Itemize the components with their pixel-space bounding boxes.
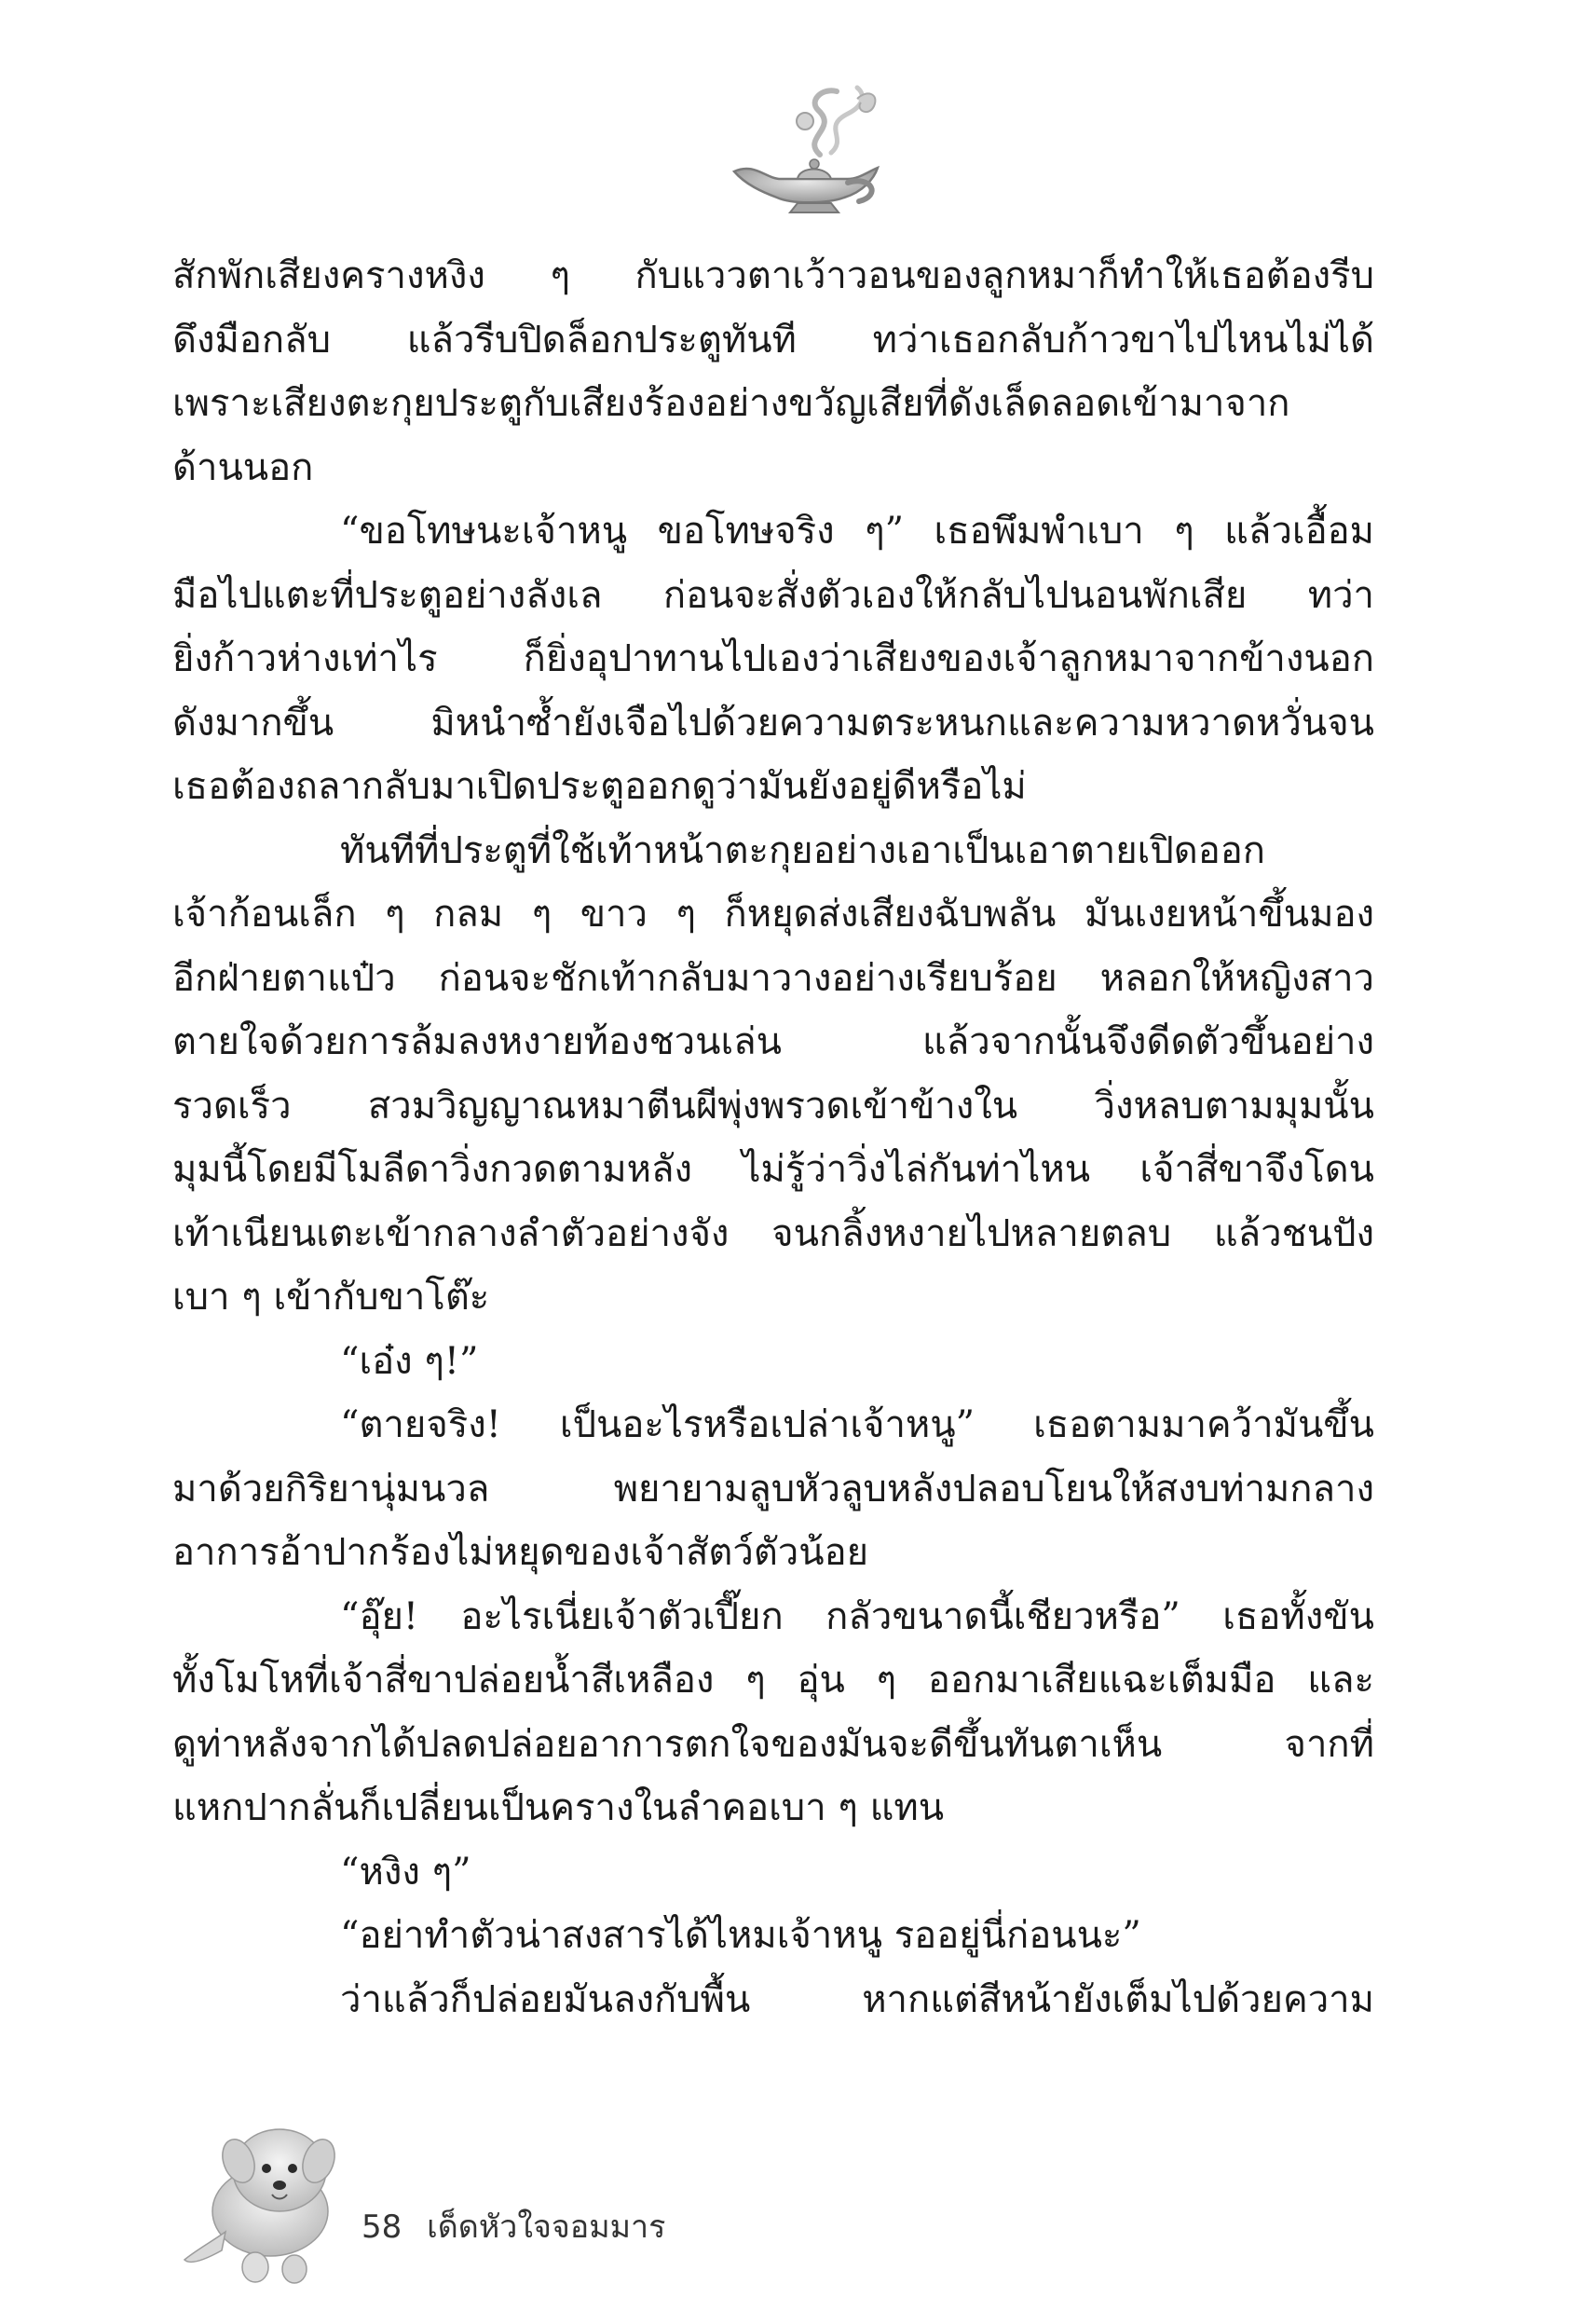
- text-line: ว่าแล้วก็ปล่อยมันลงกับพื้น หากแต่สีหน้ายังเต็มไปด้วยความ: [340, 1977, 1374, 2021]
- book-title: เด็ดหัวใจจอมมาร: [427, 2208, 666, 2246]
- text-line: ทันทีที่ประตูที่ใช้เท้าหน้าตะกุยอย่างเอาเป็นเอาตายเปิดออก: [340, 828, 1265, 872]
- text-line: “ตายจริง! เป็นอะไรหรือเปล่าเจ้าหนู” เธอตามมาคว้ามันขึ้น: [340, 1403, 1374, 1446]
- text-line: อีกฝ่ายตาแป๋ว ก่อนจะชักเท้ากลับมาวางอย่างเรียบร้อย หลอกให้หญิงสาว: [172, 956, 1374, 1000]
- text-line: ด้านนอก: [172, 445, 314, 489]
- page-number: 58: [361, 2208, 402, 2246]
- text-line: มาด้วยกิริยานุ่มนวล พยายามลูบหัวลูบหลังปลอบโยนให้สงบท่ามกลาง: [172, 1467, 1374, 1511]
- text-line: สักพักเสียงครางหงิง ๆ กับแววตาเว้าวอนของลูกหมาก็ทำให้เธอต้องรีบ: [172, 254, 1374, 297]
- text-line: มุมนี้โดยมีโมลีดาวิ่งกวดตามหลัง ไม่รู้ว่าวิ่งไล่กันท่าไหน เจ้าสี่ขาจึงโดน: [172, 1148, 1374, 1191]
- text-line: ตายใจด้วยการล้มลงหงายท้องชวนเล่น แล้วจากนั้นจึงดีดตัวขึ้นอย่าง: [172, 1020, 1374, 1063]
- text-line: เจ้าก้อนเล็ก ๆ กลม ๆ ขาว ๆ ก็หยุดส่งเสียงฉับพลัน มันเงยหน้าขึ้นมอง: [172, 893, 1374, 936]
- paragraph: [172, 1330, 1374, 1394]
- text-line: อาการอ้าปากร้องไม่หยุดของเจ้าสัตว์ตัวน้อย: [172, 1531, 869, 1574]
- text-line: “ขอโทษนะเจ้าหนู ขอโทษจริง ๆ” เธอพึมพำเบา ๆ แล้วเอื้อม: [340, 510, 1374, 553]
- page-footer: [361, 2201, 665, 2251]
- text-line: “อุ๊ย! อะไรเนี่ยเจ้าตัวเปี๊ยก กลัวขนาดนี้เชียวหรือ” เธอทั้งขัน: [340, 1594, 1374, 1638]
- text-line: ทั้งโมโหที่เจ้าสี่ขาปล่อยน้ำสีเหลือง ๆ อุ่น ๆ ออกมาเสียแฉะเต็มมือ และ: [172, 1659, 1374, 1702]
- text-line: “อย่าทำตัวน่าสงสารได้ไหมเจ้าหนู รออยู่นี่ก่อนนะ”: [340, 1914, 1141, 1957]
- paragraph: [172, 1904, 1374, 1968]
- paragraph: [172, 499, 1374, 819]
- text-line: เธอต้องถลากลับมาเปิดประตูออกดูว่ามันยังอยู่ดีหรือไม่: [172, 765, 1027, 808]
- text-line: “เอ๋ง ๆ!”: [340, 1339, 479, 1383]
- text-line: มือไปแตะที่ประตูอย่างลังเล ก่อนจะสั่งตัวเองให้กลับไปนอนพักเสีย ทว่า: [172, 573, 1374, 617]
- text-line: แหกปากลั่นก็เปลี่ยนเป็นครางในลำคอเบา ๆ แทน: [172, 1786, 945, 1829]
- paragraph: [172, 1840, 1374, 1905]
- paragraph: [172, 244, 1374, 499]
- puppy-image: [177, 2101, 363, 2288]
- text-line: ยิ่งก้าวห่างเท่าไร ก็ยิ่งอุปาทานไปเองว่าเสียงของเจ้าลูกหมาจากข้างนอก: [172, 637, 1374, 680]
- paragraph: [172, 1968, 1374, 2032]
- text-line: เพราะเสียงตะกุยประตูกับเสียงร้องอย่างขวัญเสียที่ดังเล็ดลอดเข้ามาจาก: [172, 382, 1290, 425]
- body-text: [172, 244, 1374, 2031]
- paragraph: [172, 1393, 1374, 1585]
- text-line: ดังมากขึ้น มิหนำซ้ำยังเจือไปด้วยความตระหนกและความหวาดหวั่นจน: [172, 701, 1374, 745]
- text-line: เท้าเนียนเตะเข้ากลางลำตัวอย่างจัง จนกลิ้งหงายไปหลายตลบ แล้วชนปัง: [172, 1211, 1374, 1255]
- text-line: รวดเร็ว สวมวิญญาณหมาตีนผีพุ่งพรวดเข้าข้างใน วิ่งหลบตามมุมนั้น: [172, 1084, 1374, 1128]
- paragraph: [172, 1585, 1374, 1840]
- magic-lamp-ornament-icon: [708, 82, 891, 222]
- text-line: ดึงมือกลับ แล้วรีบปิดล็อกประตูทันที ทว่าเธอกลับก้าวขาไปไหนไม่ได้: [172, 318, 1374, 362]
- text-line: เบา ๆ เข้ากับขาโต๊ะ: [172, 1276, 490, 1319]
- text-line: ดูท่าหลังจากได้ปลดปล่อยอาการตกใจของมันจะดีขึ้นทันตาเห็น จากที่: [172, 1722, 1374, 1766]
- paragraph: [172, 819, 1374, 1330]
- text-line: “หงิง ๆ”: [340, 1850, 471, 1894]
